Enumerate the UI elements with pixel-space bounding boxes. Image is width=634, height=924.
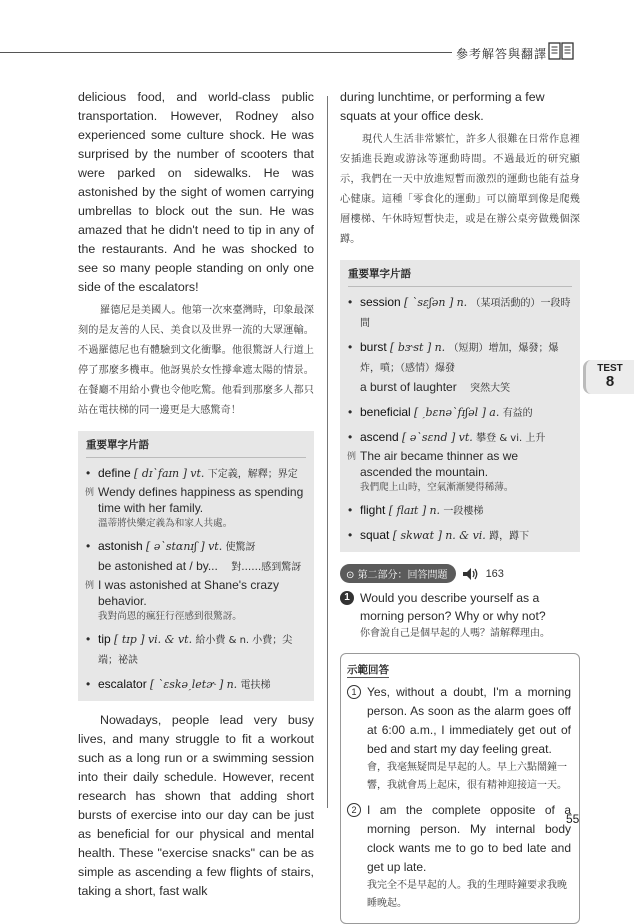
vocab-ipa: [ ˏbɛnəˋfɪʃəl ] [414,406,486,419]
vocab-def: 攀登 & vi. 上升 [476,433,546,444]
question-number: 1 [340,591,354,605]
vocab-example [347,448,572,480]
vocab-title: 重要單字片語 [348,266,572,287]
vocab-ipa: [ flaɪt ] [388,504,427,517]
answer-item [347,801,571,913]
vocab-ipa: [ skwɑt ] [392,529,442,542]
left-column [78,88,314,901]
example-mark: 例 [85,488,95,498]
bullet: • [348,528,353,542]
question-english: Would you describe yourself as a morning person? Why or why not? [360,591,546,623]
question [340,589,580,643]
vocab-pos: a. [489,406,500,419]
bullet: • [86,539,91,553]
bullet: • [348,430,353,444]
vocab-word: define [98,466,131,480]
vocab-pos: n. [456,296,468,309]
bullet: • [86,466,91,480]
vocab-item-beneficial [348,403,572,423]
vocab-pos: vi. & vt. [147,633,193,646]
example-translation: 我對尚恩的瘋狂行徑感到很驚訝。 [98,611,242,622]
vocab-def: 有益的 [502,408,533,419]
part-header [340,564,580,583]
bullet: • [348,340,353,354]
passage-english-cont: during lunchtime, or performing a few squats at your office desk. [340,90,545,123]
part-label: 第二部分：回答問題 [357,570,448,581]
vocab-item-burst [348,338,572,398]
vocab-word: session [360,295,401,309]
sample-answer-box [340,653,580,924]
answer-english: Yes, without a doubt, I'm a morning person. As soon as the alarm goes off at 6:00 a.m., I immediately get out of bed and start my day feeling great. [367,685,571,756]
vocab-title: 重要單字片語 [86,437,306,458]
vocab-def: 給小費 & n. 小費；尖端；祕訣 [98,635,293,666]
example-text: The air became thinner as we ascended the mountain. [360,449,519,479]
vocab-pos: n. [429,504,441,517]
page-number: 55 [566,812,580,826]
bullet: • [348,295,353,309]
answer-chinese: 我完全不是早起的人。我的生理時鐘要求我晚睡晚起。 [367,880,567,909]
bullet: • [348,503,353,517]
passage-chinese: 現代人生活非常繁忙，許多人很難在日常作息裡安插進長跑或游泳等運動時間。不過最近的研究顯示，我們在一天中放進短暫而激烈的運動也能有益身心健康。這種「零食化的運動」可以簡單到像是爬幾層樓梯、午休時短暫快走，或是在辦公桌旁做幾個深蹲。 [340,134,580,245]
vocab-def: 電扶梯 [240,680,271,691]
vocab-pos: n. & vi. [445,529,486,542]
book-icon [548,41,574,61]
vocab-ipa: [ bɝst ] [390,341,432,354]
vocab-def: 使驚訝 [225,542,256,553]
phrase-def: 突然大笑 [470,383,511,394]
vocab-item-session [348,293,572,333]
vocab-example [85,484,306,516]
vocab-word: astonish [98,539,143,553]
test-tab-label: TEST [597,363,623,374]
phrase-def: 對……感到驚訝 [231,562,302,573]
passage-english: delicious food, and world-class public transportation. However, Rodney also experienced some culture shock. He was surprised by the number of scooters that were parked on sidewalks. He was astonished by the sight of women carrying umbrellas to block out the sun. He was amazed that he didn't need to tip in any of the restaurants. And he was shocked to see so many people standing on only one side of the escalators! [78,90,314,294]
vocab-item-escalator [86,675,306,695]
example-translation: 溫蒂將快樂定義為和家人共處。 [98,518,233,529]
header-title: 參考解答與翻譯 [452,45,551,62]
vocab-item-squat [348,526,572,546]
audio-track-number: 163 [485,567,504,580]
test-tab-number: 8 [605,373,615,390]
vocab-ipa: [ əˋstɑnɪʃ ] [146,540,205,553]
sample-answer-title [347,662,571,677]
test-tab [583,360,634,394]
vocab-word: ascend [360,430,399,444]
vocab-box [78,431,314,701]
vocab-item-tip [86,630,306,670]
vocab-def: 下定義，解釋；界定 [207,469,298,480]
answer-english: I am the complete opposite of a morning person. My internal body clock wants me to go to bed late and get up late. [367,803,571,874]
vocab-word: squat [360,528,390,542]
vocab-pos: n. [434,341,446,354]
vocab-item-flight [348,501,572,521]
vocab-def: （短期）增加，爆發；爆炸，噴；（感情）爆發 [360,343,559,374]
right-column [340,88,580,924]
answer-number: 1 [347,685,361,699]
column-divider [327,96,328,808]
vocab-ipa: [ əˋsɛnd ] [402,431,456,444]
answer-item [347,683,571,795]
vocab-def: （某項活動的）一段時間 [360,298,571,329]
bullet: • [348,405,353,419]
vocab-def: 一段樓梯 [443,506,484,517]
vocab-ipa: [ dɪˋfaɪn ] [134,467,187,480]
example-text: I was astonished at Shane's crazy behavior. [98,578,280,608]
question-chinese: 你會說自己是個早起的人嗎？請解釋理由。 [360,628,550,639]
vocab-word: escalator [98,677,147,691]
vocab-word: tip [98,632,111,646]
phrase-text: be astonished at / by... [98,559,218,573]
vocab-word: flight [360,503,386,517]
phrase-text: a burst of laughter [360,380,457,394]
vocab-word: beneficial [360,405,411,419]
vocab-ipa: [ ˋɛskəˏletɚ ] [150,678,224,691]
vocab-phrase [360,378,572,398]
speaker-icon[interactable] [462,567,480,581]
example-mark: 例 [347,452,357,462]
example-text: Wendy defines happiness as spending time with her family. [98,485,304,515]
example-translation: 我們爬上山時，空氣漸漸變得稀薄。 [360,482,514,493]
bullet: • [86,677,91,691]
vocab-ipa: [ ˋsɛʃən ] [404,296,454,309]
vocab-box [340,260,580,552]
example-mark: 例 [85,581,95,591]
vocab-example [85,577,306,609]
vocab-pos: vt. [190,467,205,480]
vocab-pos: vt. [458,431,473,444]
answer-number: 2 [347,803,361,817]
vocab-item-ascend [348,428,572,496]
answer-chinese: 會，我毫無疑問是早起的人。早上六點鬧鐘一響，我就會馬上起床，很有精神迎接這一天。 [367,762,567,791]
vocab-pos: n. [226,678,238,691]
passage2-english: Nowadays, people lead very busy lives, and many struggle to fit a workout such as a long run or a swimming session into their daily schedule. However, recent research has shown that adding short bursts of exercise into our day can be just as beneficial for our physical and mental health. These "exercise snacks" can be as simple as ascending a few flights of stairs, taking a short, fast walk [78,713,314,898]
vocab-pos: vt. [208,540,223,553]
vocab-item-astonish [86,537,306,625]
sample-answer-title-text: 示範回答 [347,664,389,676]
vocab-item-define [86,464,306,532]
part-badge: ⊙ 第二部分：回答問題 [340,564,456,583]
vocab-ipa: [ tɪp ] [114,633,145,646]
vocab-phrase [98,557,306,577]
vocab-word: burst [360,340,387,354]
vocab-def: 蹲，蹲下 [489,531,530,542]
passage-chinese: 羅德尼是美國人。他第一次來臺灣時，印象最深刻的是友善的人民、美食以及世界一流的大眾運輸。不過羅德尼也有體驗到文化衝擊。他很驚訝人行道上停了那麼多機車。他訝異於女性撐傘遮太陽的情景。在餐廳不用給小費也令他吃驚。他看到那麼多人都只站在電扶梯的同一邊更是大感驚奇！ [78,305,314,416]
bullet: • [86,632,91,646]
